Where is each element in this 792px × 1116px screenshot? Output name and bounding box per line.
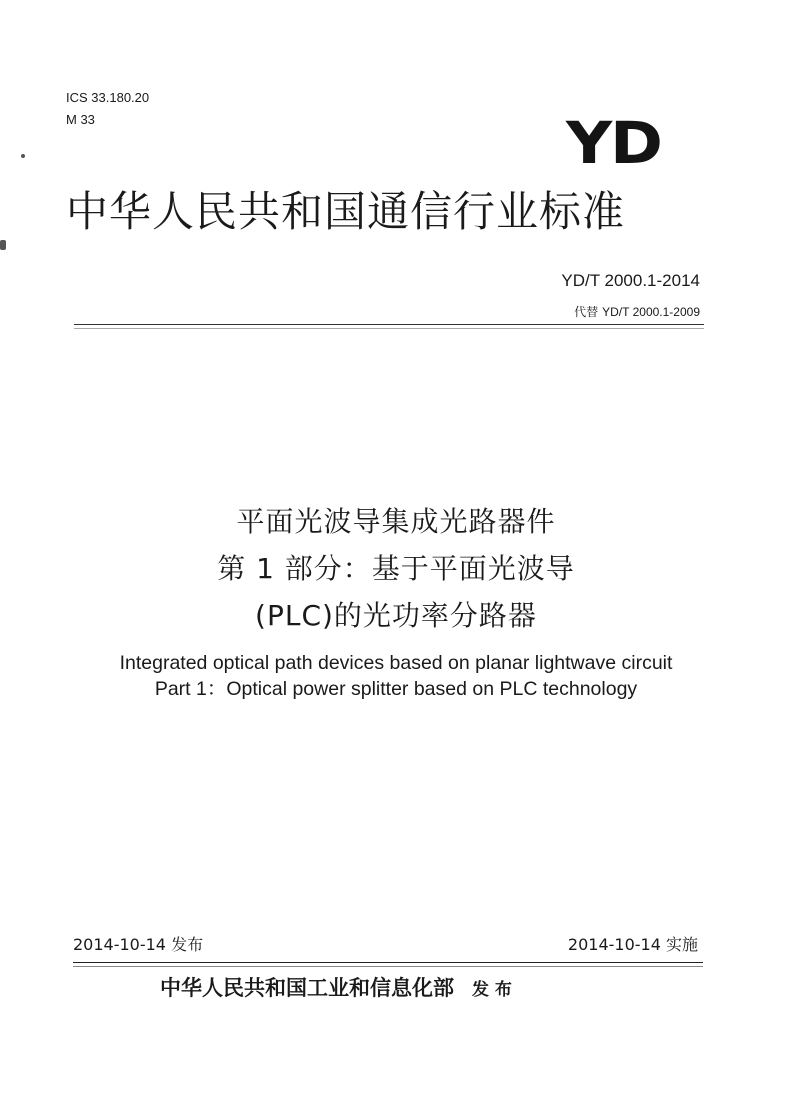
standard-number: YD/T 2000.1-2014 xyxy=(561,271,700,290)
replaces-line xyxy=(574,304,700,320)
publisher-name: 中华人民共和国工业和信息化部 xyxy=(160,975,454,1000)
replaces-number: YD/T 2000.1-2009 xyxy=(602,305,700,319)
header-divider-thin xyxy=(74,328,704,329)
scan-speck xyxy=(21,154,25,158)
title-cn-line3: (PLC)的光功率分路器 xyxy=(255,599,537,632)
title-en-line1: Integrated optical path devices based on planar lightwave circuit xyxy=(119,652,673,674)
implementation-date: 2014-10-14 实施 xyxy=(567,935,698,954)
publisher-suffix: 发 布 xyxy=(472,980,512,1000)
title-cn-line2: 第 1 部分：基于平面光波导 xyxy=(217,552,575,585)
title-en-line2: Part 1：Optical power splitter based on PLC technology xyxy=(154,678,638,700)
yd-logo: YD xyxy=(566,109,661,177)
title-cn-line1: 平面光波导集成光路器件 xyxy=(236,505,556,538)
footer-divider xyxy=(73,962,703,963)
ics-code: ICS 33.180.20 xyxy=(66,90,150,105)
organization-title: 中华人民共和国通信行业标准 xyxy=(66,187,626,236)
replaces-label: 代替 xyxy=(574,305,599,319)
classification-code: M 33 xyxy=(66,112,95,127)
publisher xyxy=(160,974,512,1004)
scan-speck xyxy=(0,240,6,250)
header-divider xyxy=(74,324,704,325)
footer-divider-thin xyxy=(73,966,703,967)
issue-date: 2014-10-14 发布 xyxy=(73,935,204,954)
